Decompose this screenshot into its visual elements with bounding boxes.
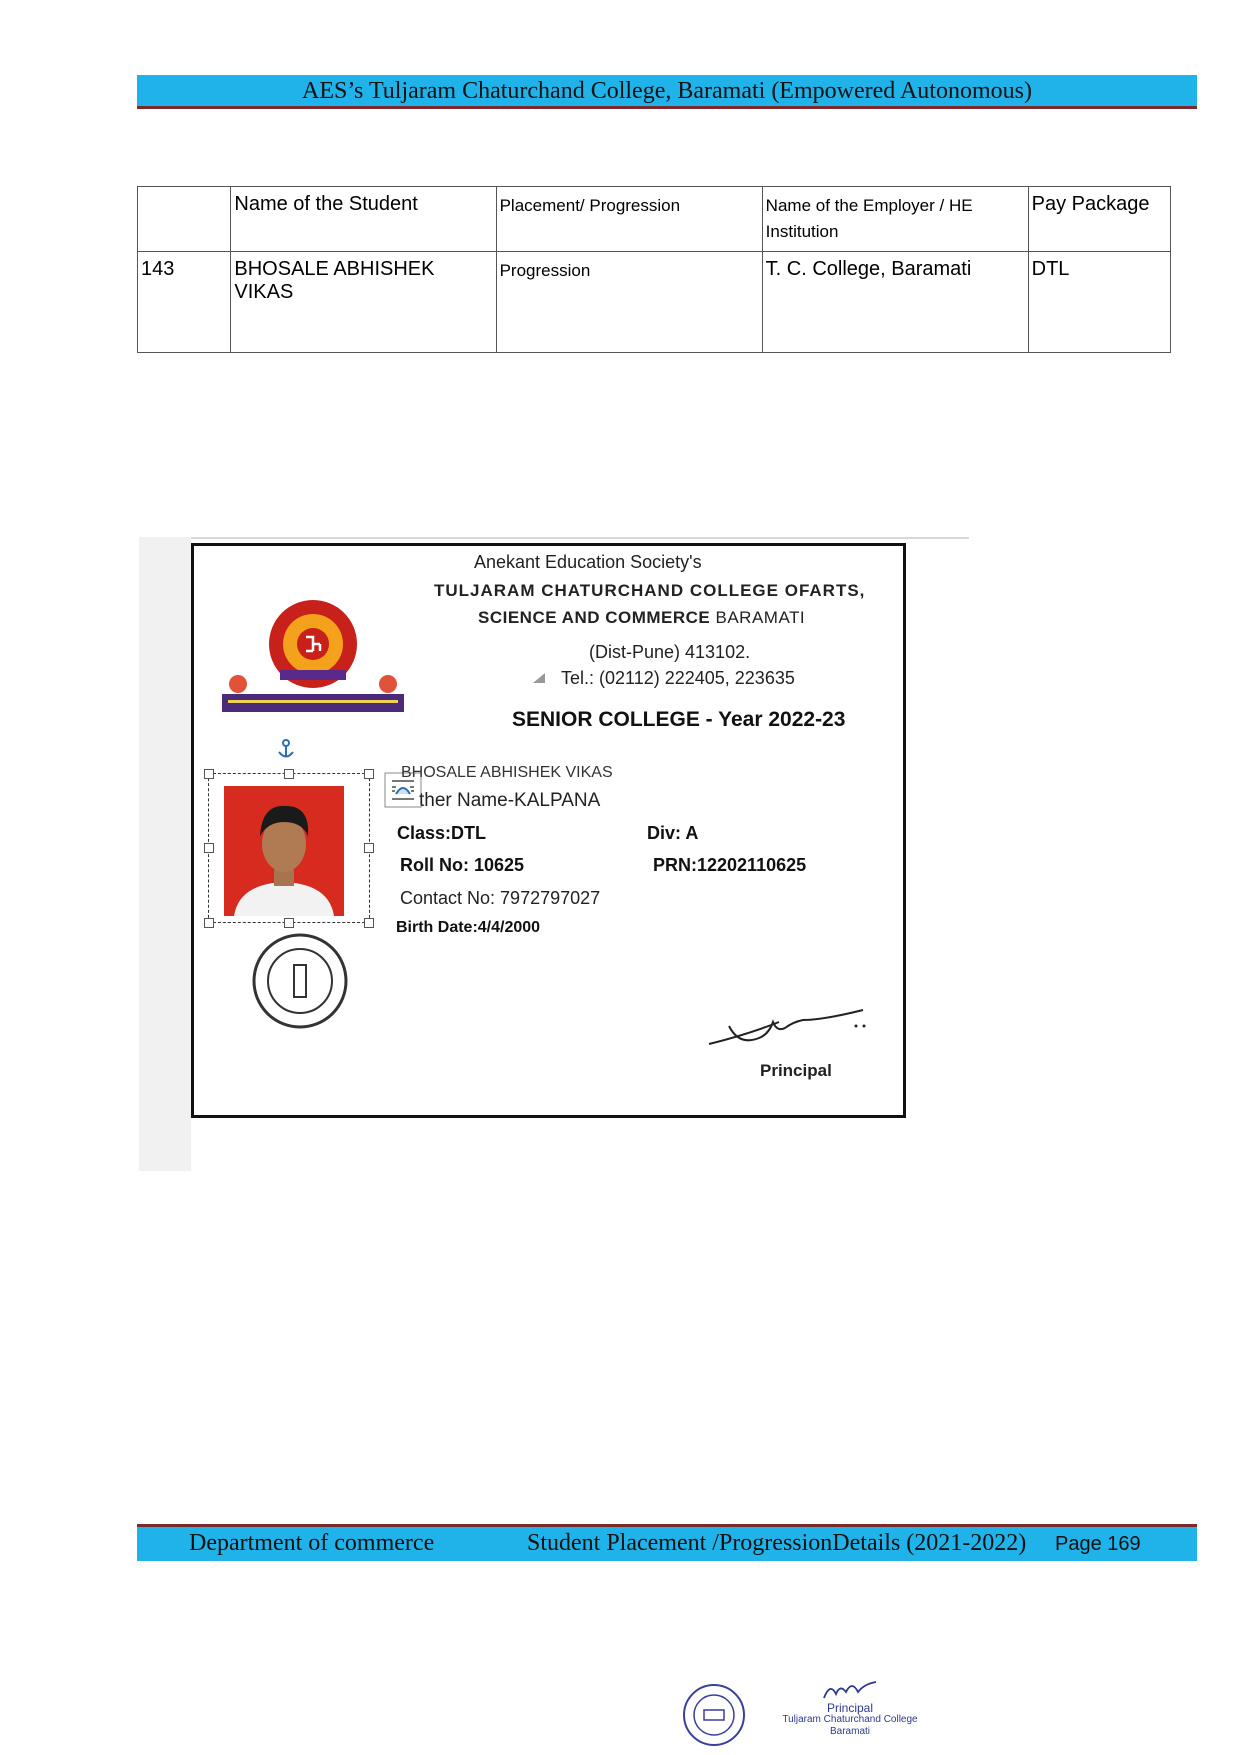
header-cell-number — [138, 187, 231, 252]
footer-department: Department of commerce — [189, 1530, 435, 1556]
footer-page-number: Page 169 — [1055, 1533, 1141, 1555]
card-address: (Dist-Pune) 413102. — [589, 642, 751, 662]
footer-title: Student Placement /ProgressionDetails (2021-2022) — [527, 1530, 1027, 1556]
cell-number: 143 — [138, 252, 231, 353]
card-class: Class:DTL — [397, 823, 487, 843]
editor-ruler — [191, 537, 969, 539]
resize-handle[interactable] — [204, 918, 214, 928]
resize-handle[interactable] — [204, 769, 214, 779]
card-society: Anekant Education Society's — [474, 552, 702, 572]
resize-handle[interactable] — [364, 843, 374, 853]
anchor-icon[interactable] — [276, 738, 296, 760]
header-cell-pay-package: Pay Package — [1028, 187, 1170, 252]
resize-handle[interactable] — [364, 918, 374, 928]
bottom-college-seal-icon — [682, 1683, 746, 1747]
card-college-line2 — [478, 608, 805, 628]
resize-handle[interactable] — [284, 769, 294, 779]
editor-gutter — [139, 537, 191, 1171]
header-cell-employer: Name of the Employer / HE Institution — [762, 187, 1028, 252]
header-title: AES’s Tuljaram Chaturchand College, Baramati (Empowered Autonomous) — [302, 78, 1032, 104]
bottom-signature-icon — [820, 1680, 880, 1702]
bottom-stamp-college: Tuljaram Chaturchand College — [782, 1714, 918, 1725]
card-college-line2-bold: SCIENCE AND COMMERCE — [478, 608, 711, 627]
bottom-stamp-principal: Principal — [826, 1701, 874, 1715]
card-college-line2-plain: BARAMATI — [710, 608, 806, 627]
header-band — [137, 75, 1197, 109]
card-college-line1: TULJARAM CHATURCHAND COLLEGE OFARTS, — [434, 581, 866, 600]
principal-signature-icon — [704, 986, 874, 1056]
resize-handle[interactable] — [204, 843, 214, 853]
card-contact: Contact No: 7972797027 — [400, 888, 601, 908]
card-prn: PRN:12202110625 — [653, 855, 807, 875]
cell-student-name: BHOSALE ABHISHEK VIKAS — [231, 252, 496, 353]
card-roll-number: Roll No: 10625 — [400, 855, 525, 875]
college-logo-icon — [218, 596, 408, 716]
resize-handle[interactable] — [284, 918, 294, 928]
resize-handle[interactable] — [364, 769, 374, 779]
card-division: Div: A — [647, 823, 699, 843]
card-telephone: Tel.: (02112) 222405, 223635 — [561, 668, 795, 688]
resize-triangle-icon — [533, 673, 545, 683]
college-seal-icon — [250, 931, 350, 1031]
bottom-principal-stamp — [780, 1680, 920, 1752]
card-mother-name: ther Name-KALPANA — [419, 790, 601, 811]
header-cell-placement: Placement/ Progression — [496, 187, 762, 252]
card-senior-college: SENIOR COLLEGE - Year 2022-23 — [512, 708, 846, 731]
table-row — [138, 252, 1171, 353]
cell-pay-package: DTL — [1028, 252, 1170, 353]
table-header-row — [138, 187, 1171, 252]
cell-employer: T. C. College, Baramati — [762, 252, 1028, 353]
header-cell-student-name: Name of the Student — [231, 187, 496, 252]
cell-placement: Progression — [496, 252, 762, 353]
footer-band — [137, 1524, 1197, 1561]
placement-table — [137, 186, 1171, 353]
card-birth-date: Birth Date:4/4/2000 — [396, 919, 541, 936]
id-card — [191, 543, 906, 1118]
bottom-stamp-place: Baramati — [829, 1726, 870, 1737]
card-student-name: BHOSALE ABHISHEK VIKAS — [401, 764, 613, 781]
id-card-screenshot — [139, 537, 969, 1171]
student-photo — [224, 786, 344, 916]
card-principal: Principal — [760, 1061, 832, 1080]
